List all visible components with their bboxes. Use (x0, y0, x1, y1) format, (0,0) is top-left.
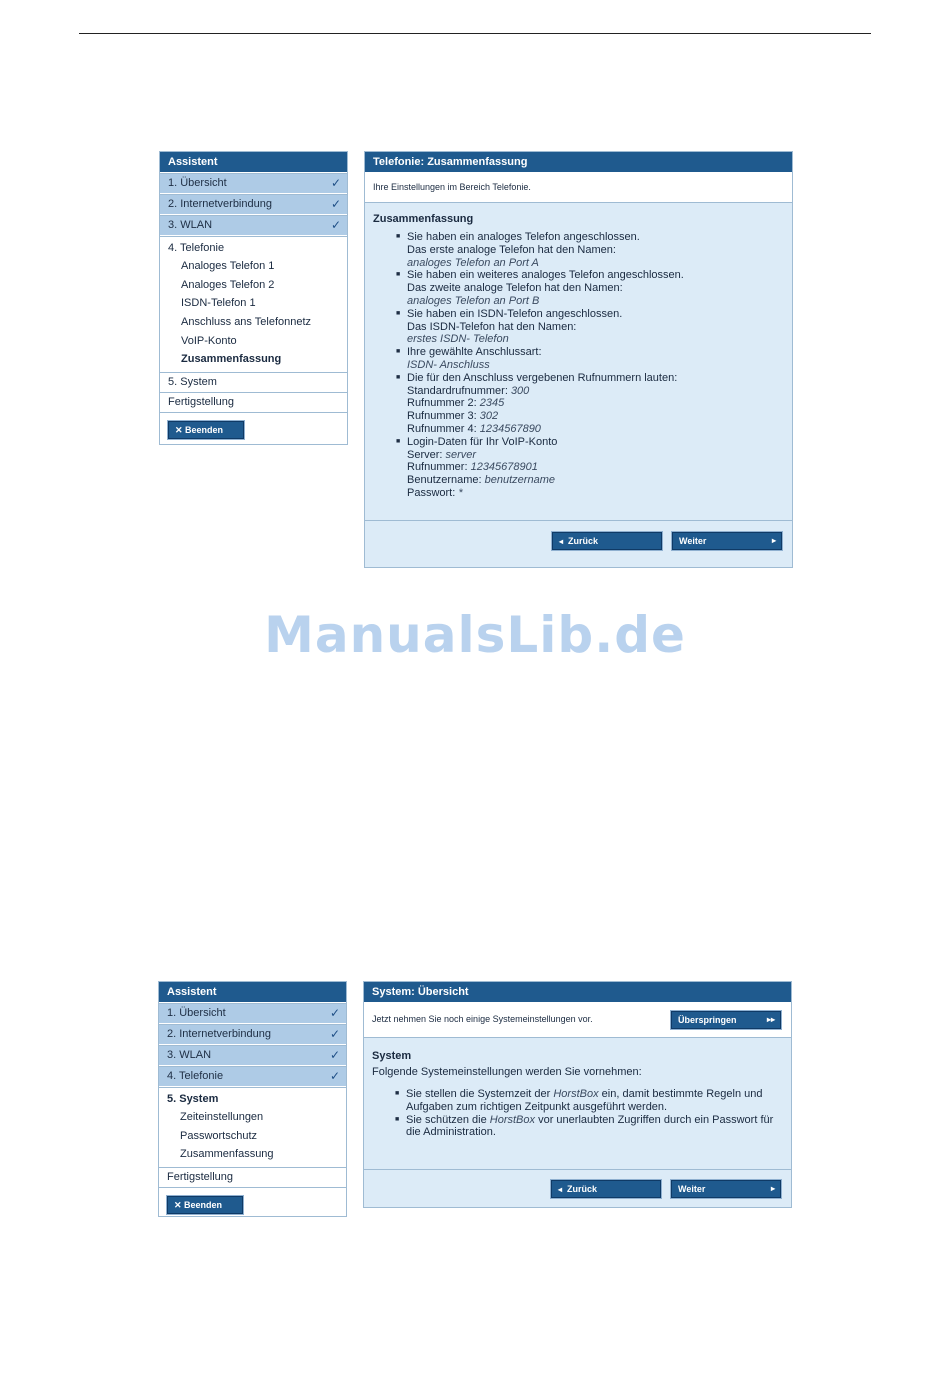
sidebar-footer (160, 412, 347, 449)
summary-text: Standardrufnummer: (407, 384, 511, 397)
panel-title: System: Übersicht (364, 982, 791, 1002)
sidebar-item-label: 1. Übersicht (167, 1007, 226, 1019)
skip-label: Überspringen (678, 1015, 737, 1025)
sidebar-subitem[interactable]: Zeiteinstellungen (180, 1111, 264, 1123)
summary-text: Ihre gewählte Anschlussart: (407, 346, 542, 359)
arrow-right-icon: ▸ (770, 1184, 775, 1193)
next-label: Weiter (678, 1184, 706, 1194)
summary-line (407, 359, 784, 372)
summary-text: Server: (407, 448, 446, 461)
summary-text: Rufnummer 3: (407, 410, 480, 423)
sidebar-item-label: 4. Telefonie (167, 1070, 224, 1082)
summary-value: benutzername (484, 474, 555, 487)
summary-text: Sie haben ein ISDN-Telefon angeschlossen. (407, 307, 623, 320)
sidebar-item-label: 2. Internetverbindung (168, 198, 272, 210)
summary-line (407, 487, 784, 500)
check-icon: ✓ (330, 218, 341, 232)
panel-footer (365, 521, 792, 561)
sidebar-subitem[interactable]: Passwortschutz (180, 1129, 258, 1142)
summary-text: Rufnummer 4: (407, 422, 480, 435)
summary-line (407, 385, 784, 398)
summary-value: 300 (510, 384, 530, 397)
summary-line (407, 269, 784, 282)
system-list-item (406, 1088, 783, 1114)
back-button[interactable] (552, 532, 662, 550)
end-button[interactable]: ✕ Beenden (167, 1196, 243, 1214)
summary-text: Benutzername: (407, 474, 485, 487)
check-icon: ✓ (329, 1006, 340, 1020)
assistant-sidebar (158, 981, 347, 1217)
summary-text: Login-Daten für Ihr VoIP-Konto (407, 435, 558, 448)
section-title: Zusammenfassung (373, 213, 474, 225)
arrow-left-icon: ◂ (558, 1185, 563, 1194)
intro-text: Ihre Einstellungen im Bereich Telefonie. (373, 182, 531, 192)
sidebar-item-wlan[interactable] (160, 215, 347, 236)
summary-text: Rufnummer: (407, 461, 471, 474)
check-icon: ✓ (330, 176, 341, 190)
product-name: HorstBox (553, 1088, 599, 1100)
panel-title: Telefonie: Zusammenfassung (365, 152, 792, 172)
summary-line (407, 308, 784, 321)
sidebar-group-system (159, 1087, 346, 1167)
section-title: System (372, 1050, 412, 1062)
summary-line (407, 295, 784, 308)
check-icon: ✓ (329, 1069, 340, 1083)
summary-value: 12345678901 (470, 461, 538, 474)
panel-body (364, 1038, 791, 1170)
panel-footer (364, 1170, 791, 1207)
sidebar-title: Assistent (159, 982, 346, 1003)
system-list-item (406, 1114, 783, 1140)
summary-line (407, 231, 784, 244)
summary-line (407, 423, 784, 436)
summary-line (407, 282, 784, 295)
summary-line (407, 449, 784, 462)
next-button[interactable] (672, 532, 782, 550)
summary-text: Das zweite analoge Telefon hat den Namen: (407, 282, 623, 295)
sidebar-item-system[interactable]: 5. System (160, 372, 347, 392)
summary-text: Die für den Anschluss vergebenen Rufnummern lauten: (407, 371, 678, 384)
next-button[interactable] (671, 1180, 781, 1198)
sidebar-item-internetverbindung[interactable] (160, 194, 347, 215)
panel-intro (365, 172, 792, 203)
sidebar-subitem[interactable]: Zusammenfassung (180, 1148, 274, 1161)
product-name: HorstBox (489, 1113, 536, 1126)
summary-line (407, 257, 784, 270)
sidebar-subitem[interactable]: VoIP-Konto (181, 334, 237, 347)
summary-list-item (407, 269, 784, 307)
summary-text: Sie haben ein weiteres analoges Telefon angeschlossen. (407, 269, 684, 282)
sidebar-item-label: 2. Internetverbindung (167, 1028, 271, 1040)
sidebar-footer (159, 1187, 346, 1224)
summary-line (407, 333, 784, 346)
summary-line (407, 397, 784, 410)
summary-line (407, 346, 784, 359)
sidebar-item-telefonie[interactable]: 4. Telefonie (168, 242, 225, 254)
summary-text: analoges Telefon an Port B (407, 294, 540, 307)
summary-value: 2345 (479, 397, 505, 410)
summary-line (407, 244, 784, 257)
summary-list (373, 231, 784, 500)
sidebar-item-wlan[interactable] (159, 1045, 346, 1066)
summary-value: server (445, 448, 477, 461)
summary-text: Rufnummer 2: (407, 397, 480, 410)
summary-value: * (458, 486, 463, 499)
sidebar-subitem[interactable]: Anschluss ans Telefonnetz (181, 316, 312, 329)
panel-body (365, 203, 792, 521)
intro-text: Jetzt nehmen Sie noch einige Systemeinstellungen vor. (372, 1014, 593, 1024)
sidebar-item-uebersicht[interactable] (159, 1003, 346, 1024)
system-text: Sie schützen die (406, 1113, 490, 1126)
check-icon: ✓ (329, 1048, 340, 1062)
back-button[interactable] (551, 1180, 661, 1198)
summary-list-item (407, 308, 784, 346)
summary-line (407, 321, 784, 334)
summary-value: 302 (479, 410, 499, 423)
sidebar-subitem-current[interactable]: Zusammenfassung (181, 353, 282, 366)
summary-line (407, 410, 784, 423)
summary-text: Sie haben ein analoges Telefon angeschlossen. (407, 231, 640, 243)
summary-list-item (407, 231, 784, 269)
summary-list-item (407, 436, 784, 500)
check-icon: ✓ (329, 1027, 340, 1041)
sidebar-item-uebersicht[interactable] (160, 173, 347, 194)
summary-line (407, 461, 784, 474)
arrow-right-icon: ▸ (771, 536, 776, 545)
sidebar-item-internetverbindung[interactable] (159, 1024, 346, 1045)
summary-text: Passwort: (407, 486, 459, 499)
summary-value: 1234567890 (479, 422, 541, 435)
sidebar-title: Assistent (160, 152, 347, 173)
watermark: ManualsLib.de (264, 606, 686, 664)
back-label: Zurück (567, 1184, 598, 1194)
system-list (372, 1088, 783, 1139)
summary-text: Das ISDN-Telefon hat den Namen: (407, 320, 577, 333)
summary-text: ISDN- Anschluss (407, 358, 490, 371)
sidebar-item-system[interactable]: 5. System (167, 1093, 219, 1105)
summary-list-item (407, 346, 784, 372)
panel-intro (364, 1002, 791, 1038)
system-text: ein, damit bestimmte Regeln und Aufgaben zum richtigen Zeitpunkt ausgeführt werden. (406, 1088, 763, 1113)
summary-text: Das erste analoge Telefon hat den Namen: (407, 243, 616, 256)
system-text: Sie stellen die Systemzeit der (406, 1088, 554, 1100)
next-label: Weiter (679, 536, 707, 546)
sidebar-subitem[interactable]: Analoges Telefon 2 (181, 278, 275, 291)
page-top-rule (79, 33, 871, 34)
sidebar-subitem[interactable]: ISDN-Telefon 1 (181, 297, 256, 310)
summary-text: erstes ISDN- Telefon (407, 333, 509, 346)
summary-line (407, 372, 784, 385)
skip-button[interactable] (671, 1011, 781, 1029)
sidebar-item-telefonie[interactable] (159, 1066, 346, 1087)
wizard-panel (364, 151, 793, 568)
sidebar-item-label: 1. Übersicht (168, 177, 227, 189)
system-text: vor unerlaubten Zugriffen durch ein Passwort für die Administration. (406, 1113, 774, 1139)
back-label: Zurück (568, 536, 599, 546)
sidebar-group-telefonie (160, 236, 347, 372)
end-button[interactable]: ✕ Beenden (168, 421, 244, 439)
sidebar-item-label: 3. WLAN (167, 1049, 212, 1061)
sidebar-item-fertigstellung[interactable]: Fertigstellung (159, 1167, 346, 1187)
sidebar-item-label: 3. WLAN (168, 219, 213, 231)
wizard-panel (363, 981, 792, 1208)
check-icon: ✓ (330, 197, 341, 211)
section-text: Folgende Systemeinstellungen werden Sie vornehmen: (372, 1066, 642, 1078)
arrow-left-icon: ◂ (559, 537, 564, 546)
summary-line (407, 474, 784, 487)
sidebar-subitem[interactable]: Analoges Telefon 1 (181, 260, 275, 272)
summary-list-item (407, 372, 784, 436)
summary-text: analoges Telefon an Port A (407, 256, 539, 269)
fast-forward-icon: ▸▸ (766, 1015, 775, 1024)
assistant-sidebar (159, 151, 348, 445)
summary-line (407, 436, 784, 449)
sidebar-item-fertigstellung[interactable]: Fertigstellung (160, 392, 347, 412)
